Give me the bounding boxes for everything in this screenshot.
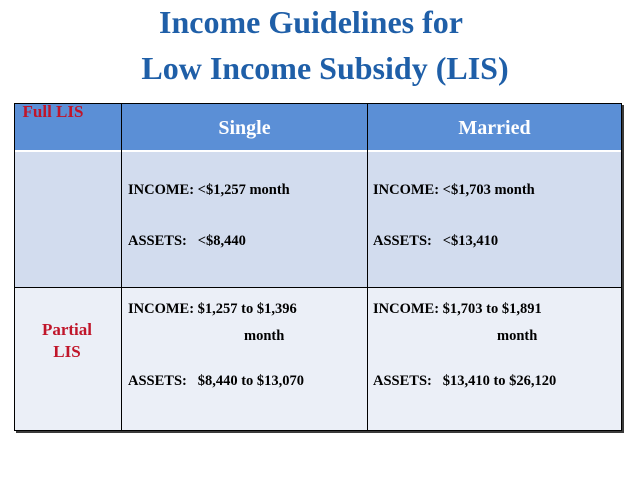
- full-married-income: INCOME: <$1,703 month: [373, 182, 535, 198]
- row-label-partial-lis: Partial: [41, 320, 93, 339]
- column-header-married: Married: [458, 117, 531, 139]
- partial-married-income-month: month: [497, 328, 538, 344]
- full-single-income: INCOME: <$1,257 month: [128, 182, 290, 198]
- column-divider: [367, 104, 368, 430]
- partial-married-assets: ASSETS: $13,410 to $26,120: [373, 373, 557, 389]
- partial-single-income: INCOME: $1,257 to $1,396: [128, 301, 297, 317]
- partial-married-income: INCOME: $1,703 to $1,891: [373, 301, 542, 317]
- table-row-full-lis: [15, 152, 621, 288]
- full-single-assets: ASSETS: <$8,440: [128, 233, 246, 249]
- row-label-full-lis: Full LIS: [22, 102, 84, 121]
- page-title-line-1: Income Guidelines for: [159, 4, 463, 40]
- column-header-single: Single: [218, 117, 271, 139]
- partial-single-income-month: month: [244, 328, 285, 344]
- page-title-line-2: Low Income Subsidy (LIS): [141, 50, 509, 86]
- column-divider: [121, 104, 122, 430]
- partial-single-assets: ASSETS: $8,440 to $13,070: [128, 373, 305, 389]
- row-label-partial-lis-line-2: LIS: [53, 342, 81, 361]
- full-married-assets: ASSETS: <$13,410: [373, 233, 499, 249]
